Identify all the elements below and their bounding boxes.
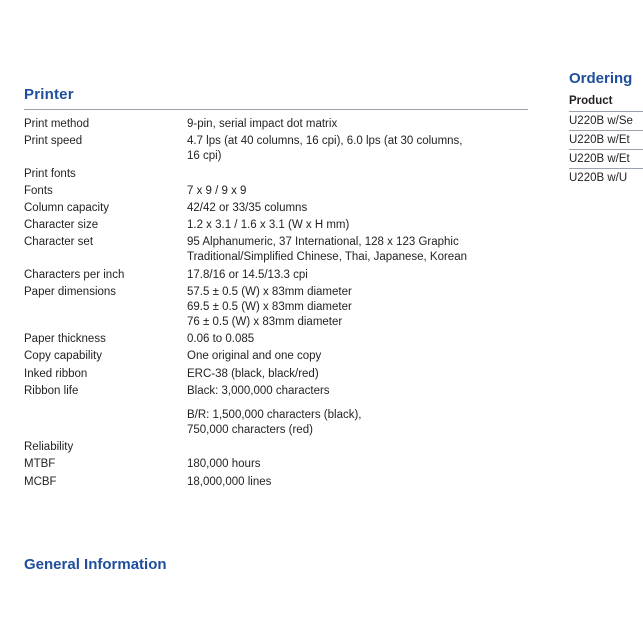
bottom-section-heading-text: General Information — [24, 557, 167, 571]
spec-label: Copy capability — [24, 350, 102, 363]
spec-label: Inked ribbon — [24, 367, 88, 380]
spec-label: Print method — [24, 118, 90, 130]
spec-label: Paper dimensions — [24, 285, 117, 298]
spec-label: MTBF — [24, 458, 56, 471]
spec-value — [187, 167, 528, 184]
spec-value — [187, 384, 528, 441]
spec-value — [187, 235, 528, 267]
printer-section — [24, 86, 528, 492]
spec-label: Paper thickness — [24, 333, 106, 346]
spec-label: Fonts — [24, 184, 53, 197]
ordering-column-header: Product — [569, 95, 613, 107]
spec-value-line: 95 Alphanumeric, 37 International, 128 x 123 Graphic — [187, 236, 459, 249]
table-row — [24, 134, 528, 166]
table-row — [24, 332, 528, 349]
table-row — [24, 440, 528, 457]
section-divider — [24, 109, 528, 110]
spacer — [187, 399, 528, 408]
table-row — [24, 201, 528, 218]
table-row — [24, 475, 528, 492]
page-title: Printer — [24, 86, 74, 103]
spec-label: Character size — [24, 219, 99, 232]
list-item: U220B w/Et — [569, 134, 630, 146]
table-row — [24, 384, 528, 441]
spec-value-line: Black: 3,000,000 characters — [187, 384, 330, 397]
spec-value: One original and one copy — [187, 350, 322, 363]
spec-value-line: B/R: 1,500,000 characters (black), — [187, 408, 362, 421]
table-row — [24, 457, 528, 474]
spec-label: Column capacity — [24, 201, 110, 214]
table-row — [24, 285, 528, 333]
list-item: U220B w/Et — [569, 153, 630, 165]
table-row — [24, 184, 528, 201]
spec-value: ERC-38 (black, black/red) — [187, 367, 319, 380]
bottom-section-heading — [24, 557, 324, 571]
spec-label: Print speed — [24, 135, 83, 148]
printer-spec-table — [24, 117, 528, 492]
spec-label: Ribbon life — [24, 384, 79, 397]
spec-value-line: 57.5 ± 0.5 (W) x 83mm diameter — [187, 285, 352, 298]
spec-label: Characters per inch — [24, 268, 125, 281]
spec-value-line: 750,000 characters (red) — [187, 424, 313, 437]
spec-value: 180,000 hours — [187, 458, 261, 471]
spec-value-line: 69.5 ± 0.5 (W) x 83mm diameter — [187, 300, 352, 313]
spec-label: Print fonts — [24, 167, 76, 180]
table-row — [24, 367, 528, 384]
spec-value — [187, 285, 528, 333]
list-item: U220B w/Se — [569, 115, 633, 127]
spec-value: 18,000,000 lines — [187, 475, 272, 488]
table-row — [24, 117, 528, 134]
spec-value: 42/42 or 33/35 columns — [187, 201, 308, 214]
spec-value: 0.06 to 0.085 — [187, 333, 255, 346]
table-row — [24, 235, 528, 267]
table-row — [24, 167, 528, 184]
spec-value: 9-pin, serial impact dot matrix — [187, 118, 338, 130]
spec-value-line: 16 cpi) — [187, 150, 222, 163]
spec-value: 1.2 x 3.1 / 1.6 x 3.1 (W x H mm) — [187, 219, 350, 232]
ordering-section — [569, 70, 643, 187]
spec-label: MCBF — [24, 475, 57, 488]
spec-value — [187, 440, 528, 457]
spec-value: 7 x 9 / 9 x 9 — [187, 184, 247, 197]
spec-value-line: 76 ± 0.5 (W) x 83mm diameter — [187, 316, 343, 329]
table-row — [24, 349, 528, 366]
spec-value: 17.8/16 or 14.5/13.3 cpi — [187, 268, 308, 281]
table-row — [24, 268, 528, 285]
spec-label: Reliability — [24, 441, 74, 454]
ordering-title: Ordering — [569, 70, 633, 87]
spec-value-line: 4.7 lps (at 40 columns, 16 cpi), 6.0 lps (at 30 columns, — [187, 135, 463, 148]
spec-label: Character set — [24, 236, 94, 249]
spec-value-line: Traditional/Simplified Chinese, Thai, Japanese, Korean — [187, 251, 467, 264]
list-item: U220B w/U — [569, 172, 628, 184]
table-row — [24, 218, 528, 235]
spec-value — [187, 134, 528, 166]
